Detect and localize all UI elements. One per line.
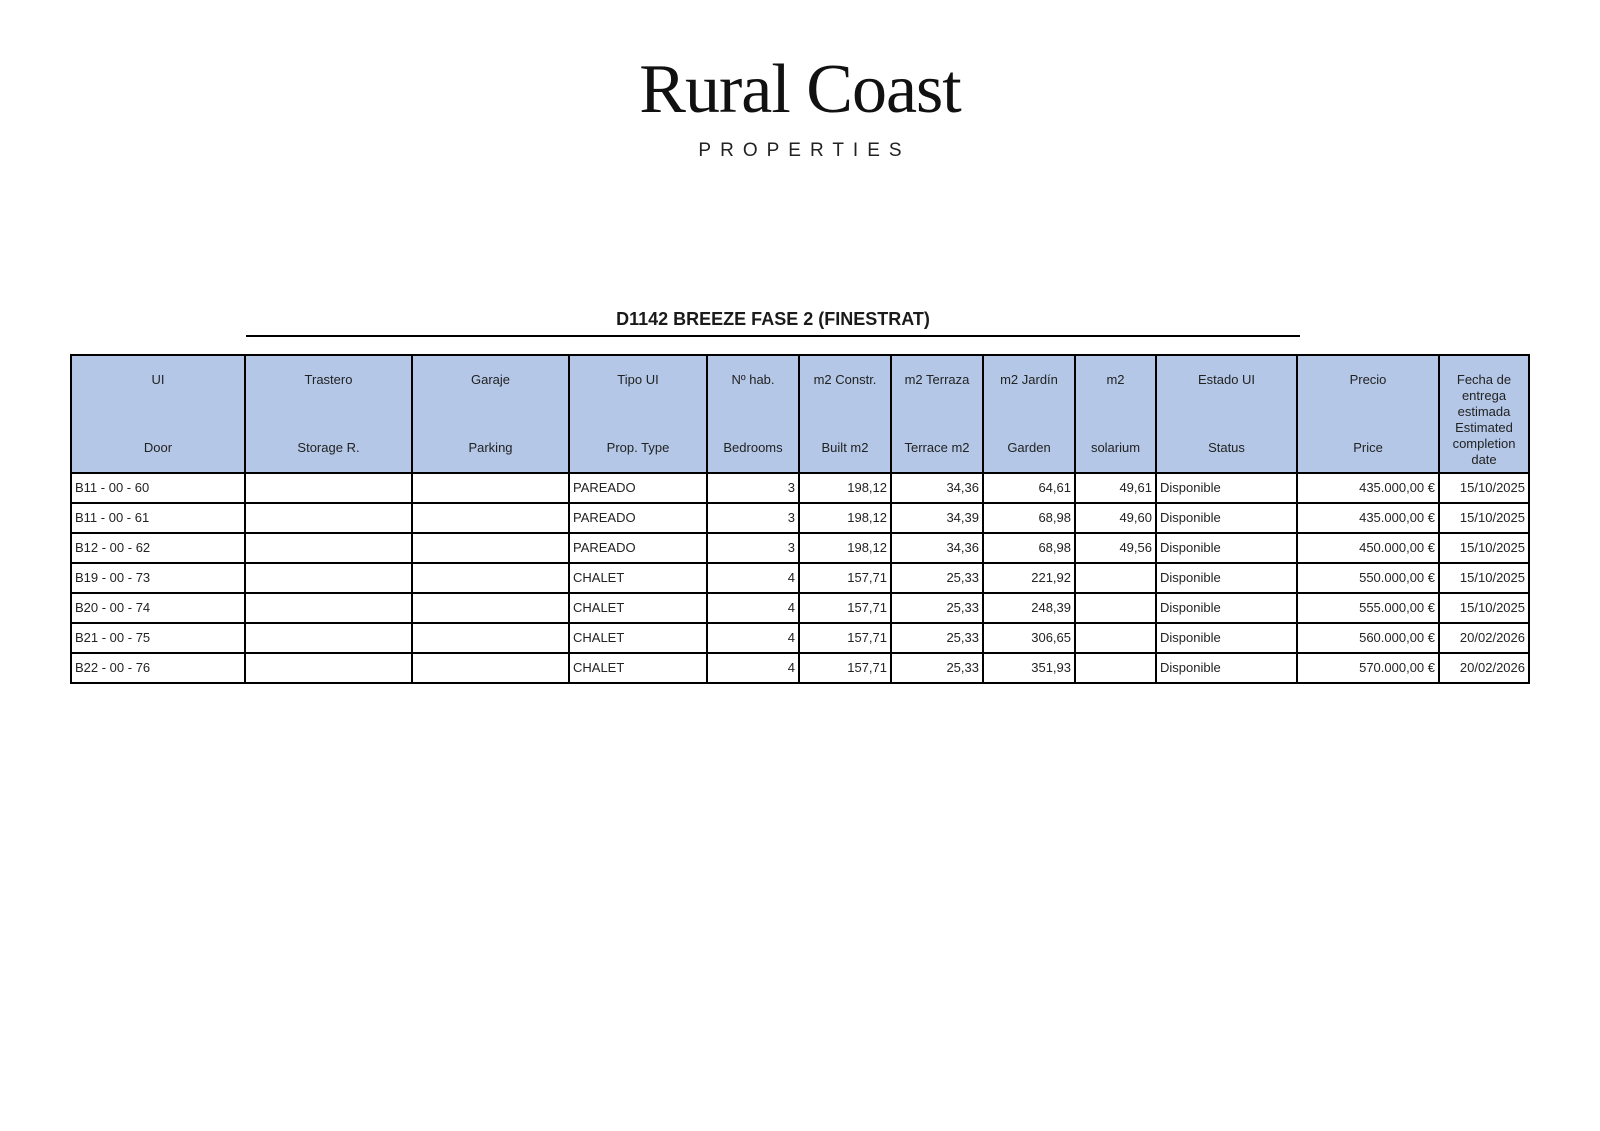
table-body xyxy=(71,473,1529,683)
column-header-es: m2 Constr. xyxy=(813,372,877,387)
table-cell: 20/02/2026 xyxy=(1439,653,1529,683)
table-row xyxy=(71,593,1529,623)
column-header-es: m2 Terraza xyxy=(904,372,970,387)
table-cell: 221,92 xyxy=(983,563,1075,593)
table-cell: B20 - 00 - 74 xyxy=(71,593,245,623)
table-row xyxy=(71,503,1529,533)
table-cell xyxy=(245,623,412,653)
document-title: D1142 BREEZE FASE 2 (FINESTRAT) xyxy=(246,306,1300,337)
column-header-en: Prop. Type xyxy=(606,440,670,455)
column-header-en: Terrace m2 xyxy=(904,440,970,455)
table-cell: Disponible xyxy=(1156,653,1297,683)
table-cell xyxy=(1075,623,1156,653)
table-cell: B22 - 00 - 76 xyxy=(71,653,245,683)
table-cell: 4 xyxy=(707,623,799,653)
column-header-en: Storage R. xyxy=(297,440,360,455)
table-cell: 550.000,00 € xyxy=(1297,563,1439,593)
table-cell xyxy=(412,503,569,533)
table-cell: 198,12 xyxy=(799,503,891,533)
table-header-row xyxy=(71,355,1529,473)
table-cell: 248,39 xyxy=(983,593,1075,623)
table-cell: 450.000,00 € xyxy=(1297,533,1439,563)
column-header-en: Status xyxy=(1208,440,1245,455)
column-header-es: UI xyxy=(151,372,165,387)
table-cell: 64,61 xyxy=(983,473,1075,503)
table-cell: 68,98 xyxy=(983,503,1075,533)
table-cell: 435.000,00 € xyxy=(1297,503,1439,533)
table-cell: 34,39 xyxy=(891,503,983,533)
units-table xyxy=(70,354,1530,684)
column-header xyxy=(569,355,707,473)
column-header-en: Door xyxy=(143,440,173,455)
table-cell: CHALET xyxy=(569,563,707,593)
table-cell: B12 - 00 - 62 xyxy=(71,533,245,563)
table-cell: PAREADO xyxy=(569,533,707,563)
table-row xyxy=(71,533,1529,563)
table-cell: 4 xyxy=(707,563,799,593)
table-cell: 25,33 xyxy=(891,563,983,593)
column-header xyxy=(1297,355,1439,473)
table-cell: Disponible xyxy=(1156,533,1297,563)
column-header-es: Garaje xyxy=(470,372,511,387)
table-cell: 157,71 xyxy=(799,623,891,653)
table-cell: CHALET xyxy=(569,623,707,653)
table-row xyxy=(71,623,1529,653)
table-cell: 15/10/2025 xyxy=(1439,533,1529,563)
column-header xyxy=(412,355,569,473)
column-header xyxy=(799,355,891,473)
table-cell xyxy=(1075,593,1156,623)
table-cell: 306,65 xyxy=(983,623,1075,653)
table-cell xyxy=(412,653,569,683)
table-cell: 15/10/2025 xyxy=(1439,473,1529,503)
table-cell xyxy=(412,593,569,623)
table-cell: 198,12 xyxy=(799,473,891,503)
table-cell: 3 xyxy=(707,533,799,563)
table-cell: Disponible xyxy=(1156,473,1297,503)
table-cell: 34,36 xyxy=(891,473,983,503)
column-header-es: Tipo UI xyxy=(617,372,659,387)
column-header xyxy=(245,355,412,473)
table-cell: 20/02/2026 xyxy=(1439,623,1529,653)
column-header xyxy=(707,355,799,473)
table-cell: 4 xyxy=(707,593,799,623)
table-cell: CHALET xyxy=(569,653,707,683)
column-header-en: Garden xyxy=(1007,440,1051,455)
table-cell: Disponible xyxy=(1156,503,1297,533)
column-header-en: Parking xyxy=(468,440,513,455)
table-row xyxy=(71,653,1529,683)
table-cell: 157,71 xyxy=(799,593,891,623)
table-cell: PAREADO xyxy=(569,503,707,533)
column-header-en: Price xyxy=(1353,440,1383,455)
column-header-en: Bedrooms xyxy=(723,440,783,455)
column-header-es: m2 Jardín xyxy=(1000,372,1058,387)
column-header-en: solarium xyxy=(1090,440,1141,455)
column-header-en: Estimated completion date xyxy=(1452,420,1516,467)
table-cell xyxy=(245,653,412,683)
table-cell: 25,33 xyxy=(891,653,983,683)
table-cell: 4 xyxy=(707,653,799,683)
column-header-en: Built m2 xyxy=(821,440,869,455)
table-cell: B11 - 00 - 60 xyxy=(71,473,245,503)
table-row xyxy=(71,563,1529,593)
table-cell: 15/10/2025 xyxy=(1439,563,1529,593)
brand-name: Rural Coast xyxy=(639,51,961,128)
column-header xyxy=(1439,355,1529,473)
table-cell: 570.000,00 € xyxy=(1297,653,1439,683)
table-cell: CHALET xyxy=(569,593,707,623)
table-cell xyxy=(1075,653,1156,683)
table-cell xyxy=(412,473,569,503)
table-cell: Disponible xyxy=(1156,563,1297,593)
table-cell: 68,98 xyxy=(983,533,1075,563)
table-cell: 34,36 xyxy=(891,533,983,563)
table-cell: B21 - 00 - 75 xyxy=(71,623,245,653)
table-cell: 198,12 xyxy=(799,533,891,563)
table-cell: PAREADO xyxy=(569,473,707,503)
table-cell: Disponible xyxy=(1156,623,1297,653)
table-cell: B11 - 00 - 61 xyxy=(71,503,245,533)
column-header-es: Precio xyxy=(1349,372,1387,387)
table-cell: 15/10/2025 xyxy=(1439,593,1529,623)
brand-tagline: PROPERTIES xyxy=(698,140,911,161)
table-cell xyxy=(245,473,412,503)
table-cell: 351,93 xyxy=(983,653,1075,683)
table-cell: 49,61 xyxy=(1075,473,1156,503)
table-cell: 3 xyxy=(707,473,799,503)
column-header xyxy=(891,355,983,473)
table-cell xyxy=(245,503,412,533)
table-cell: 157,71 xyxy=(799,563,891,593)
table-cell xyxy=(245,593,412,623)
table-cell: 157,71 xyxy=(799,653,891,683)
column-header-es: m2 xyxy=(1106,372,1125,387)
column-header-es: Trastero xyxy=(304,372,353,387)
column-header xyxy=(71,355,245,473)
brand-logo xyxy=(0,52,1600,162)
table-cell: 15/10/2025 xyxy=(1439,503,1529,533)
table-cell xyxy=(412,533,569,563)
column-header-es: Nº hab. xyxy=(731,372,775,387)
table-cell: 25,33 xyxy=(891,593,983,623)
table-cell xyxy=(412,563,569,593)
table-cell: 435.000,00 € xyxy=(1297,473,1439,503)
column-header xyxy=(1156,355,1297,473)
table-cell xyxy=(412,623,569,653)
table-row xyxy=(71,473,1529,503)
table-cell: 25,33 xyxy=(891,623,983,653)
table-cell: Disponible xyxy=(1156,593,1297,623)
table-cell: B19 - 00 - 73 xyxy=(71,563,245,593)
column-header xyxy=(1075,355,1156,473)
column-header-es: Fecha de entrega estimada xyxy=(1456,372,1512,419)
column-header xyxy=(983,355,1075,473)
table-cell: 49,60 xyxy=(1075,503,1156,533)
table-cell: 49,56 xyxy=(1075,533,1156,563)
table-cell: 3 xyxy=(707,503,799,533)
table-cell xyxy=(245,533,412,563)
column-header-es: Estado UI xyxy=(1197,372,1256,387)
table-cell xyxy=(245,563,412,593)
table-cell: 560.000,00 € xyxy=(1297,623,1439,653)
table-cell: 555.000,00 € xyxy=(1297,593,1439,623)
table-cell xyxy=(1075,563,1156,593)
